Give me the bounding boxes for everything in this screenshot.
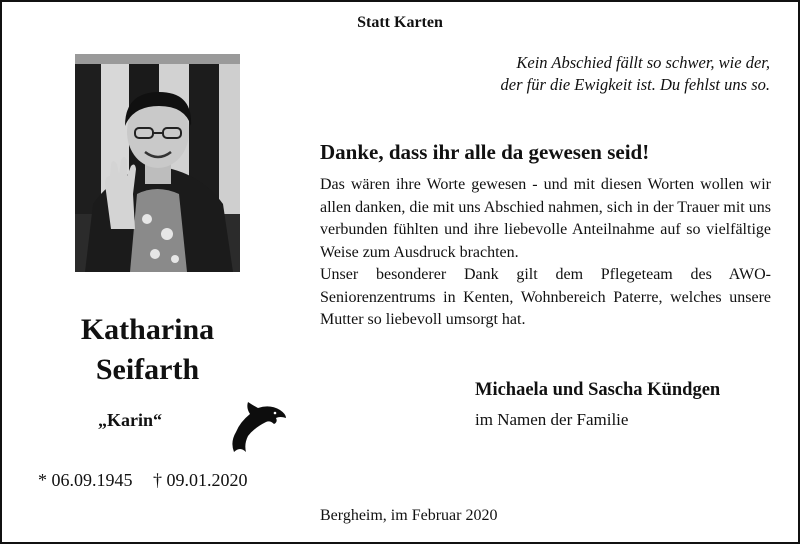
- nickname: „Karin“: [98, 410, 163, 430]
- header-title: Statt Karten: [357, 14, 443, 31]
- quote-line-2: der für die Ewigkeit ist. Du fehlst uns so.: [500, 75, 770, 94]
- place-date: Bergheim, im Februar 2020: [320, 507, 498, 524]
- quote: [501, 52, 771, 96]
- paragraph-special-thanks: Unser besonderer Dank gilt dem Pflegeteam des AWO-Seniorenzentrums in Kenten, Wohnbereich Paterre, welches unsere Mutter so liebevoll umsorgt hat.: [320, 266, 771, 328]
- deceased-name: [40, 310, 255, 390]
- signature-names: Michaela und Sascha Kündgen: [475, 380, 721, 400]
- body-text: [320, 174, 771, 332]
- paragraph-thanks: Das wären ihre Worte gewesen - und mit diesen Worten wollen wir allen danken, die mit uns Abschied nahmen, sich in der Trauer mit uns verbunden fühlten und ihre liebevolle Anteilnahme auf so vielfältige Weise zum Ausdruck brachten.: [320, 176, 771, 261]
- life-dates: [38, 470, 264, 491]
- last-name: Seifarth: [95, 353, 200, 386]
- portrait-photo-image: [75, 54, 240, 272]
- headline: Danke, dass ihr alle da gewesen seid!: [320, 140, 650, 164]
- quote-line-1: Kein Abschied fällt so schwer, wie der,: [516, 53, 770, 72]
- signature-family: im Namen der Familie: [475, 410, 629, 429]
- death-date: † 09.01.2020: [153, 470, 248, 490]
- portrait-photo: [75, 54, 240, 272]
- first-name: Katharina: [80, 313, 215, 346]
- birth-date: * 06.09.1945: [38, 470, 133, 490]
- dolphin-icon: [226, 392, 288, 454]
